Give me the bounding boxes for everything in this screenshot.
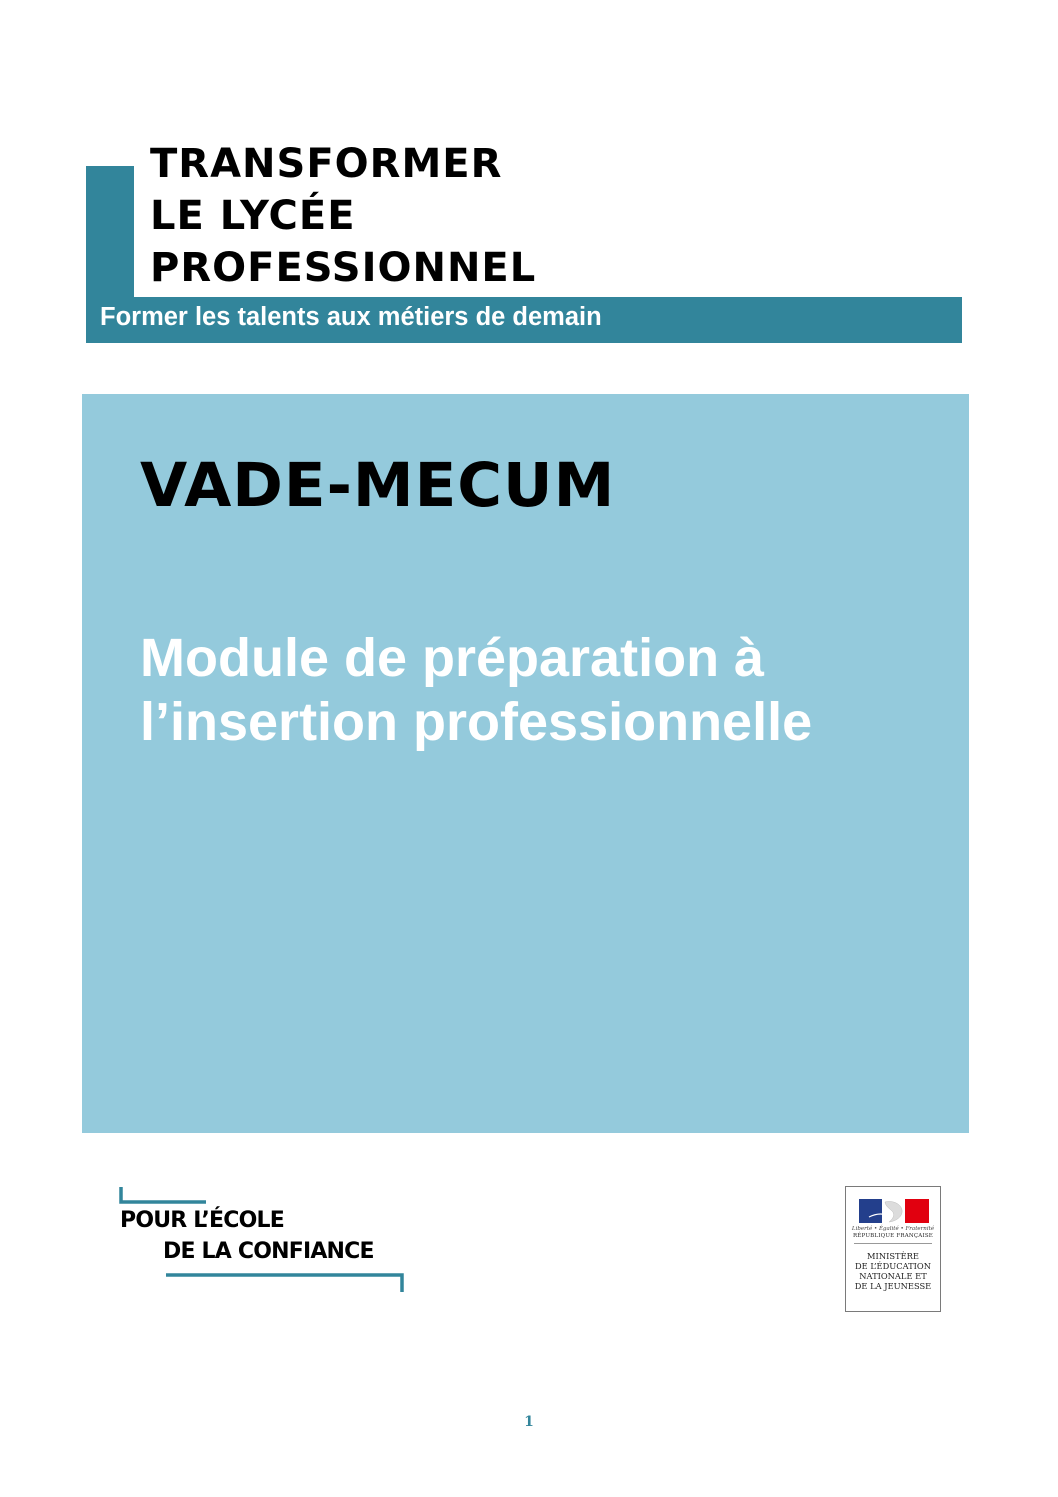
header-subtitle: Former les talents aux métiers de demain <box>100 303 602 331</box>
logo-divider <box>854 1243 932 1244</box>
ecole-confiance-logo <box>118 1186 408 1298</box>
ministry-name-line: DE LA JEUNESSE <box>854 1281 932 1291</box>
subtitle-band <box>86 297 962 343</box>
header-title-line: LE LYCÉE <box>150 193 356 239</box>
marianne-flag-icon <box>859 1199 929 1225</box>
ministry-logo <box>845 1186 941 1312</box>
header-accent-bar <box>86 166 134 297</box>
devise-text: Liberté • Égalité • Fraternité <box>851 1226 935 1232</box>
ministry-name <box>846 1251 940 1291</box>
ministry-name-line: NATIONALE ET <box>859 1271 927 1281</box>
document-subtitle-line: Module de préparation à <box>140 628 765 688</box>
slogan-line: POUR L’ÉCOLE <box>120 1208 284 1233</box>
header-title-line: PROFESSIONNEL <box>150 245 537 291</box>
document-subtitle-line: l’insertion professionnelle <box>140 692 813 752</box>
document-title: VADE-MECUM <box>140 450 616 521</box>
cover-panel <box>82 394 969 1133</box>
page-number: 1 <box>524 1414 534 1430</box>
ministry-name-line: MINISTÈRE <box>867 1251 919 1261</box>
header-title <box>150 138 536 294</box>
ministry-name-line: DE L’ÉDUCATION <box>855 1261 931 1271</box>
slogan-line: DE LA CONFIANCE <box>163 1239 374 1264</box>
header-title-line: TRANSFORMER <box>150 141 503 187</box>
republique-text: RÉPUBLIQUE FRANÇAISE <box>852 1233 934 1239</box>
document-subtitle <box>140 626 812 754</box>
